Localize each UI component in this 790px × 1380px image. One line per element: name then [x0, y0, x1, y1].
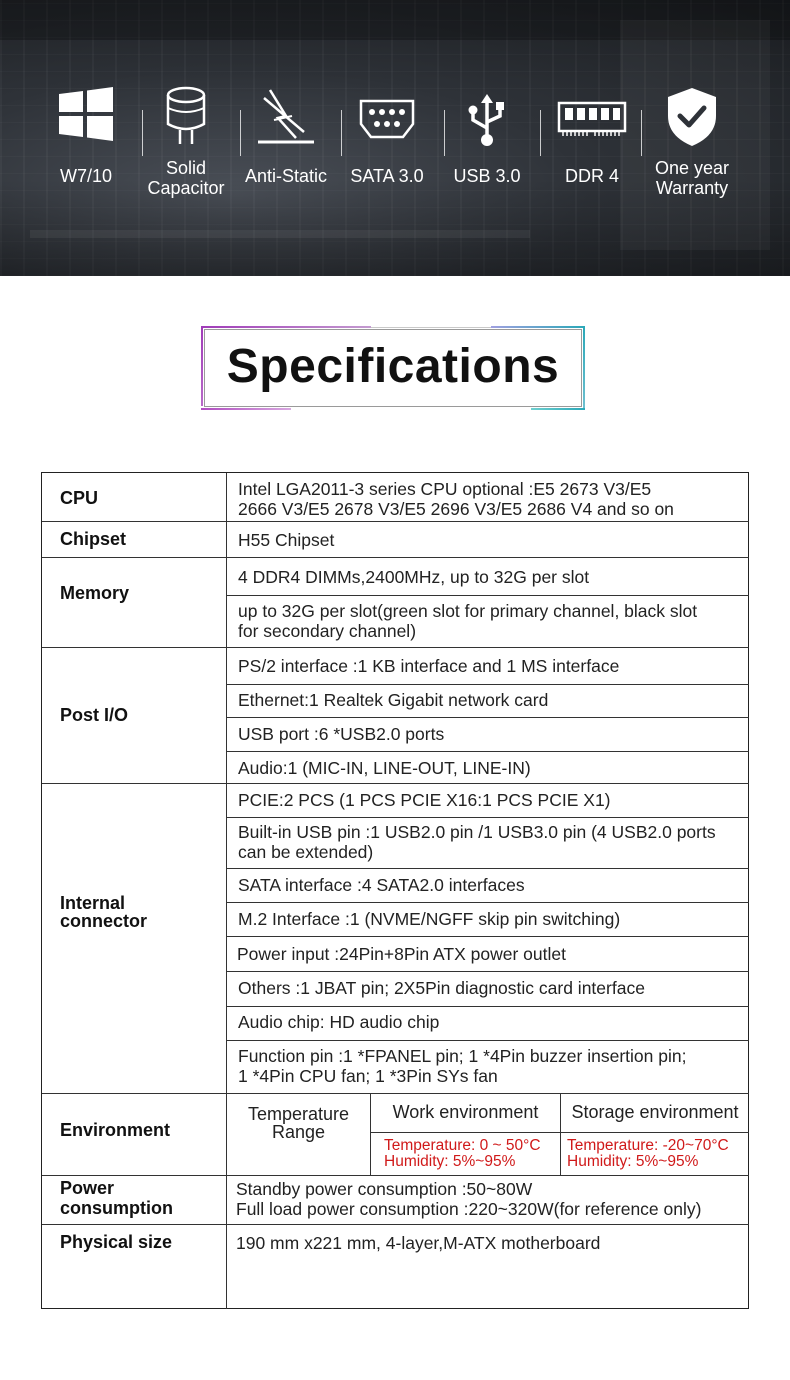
subrow-divider [226, 751, 749, 752]
windows-icon [58, 86, 114, 142]
feature-warranty [642, 86, 742, 206]
work-environment-header: Work environment [392, 1102, 539, 1122]
subrow-divider [226, 817, 749, 818]
post-io-audio: Audio:1 (MIC-IN, LINE-OUT, LINE-IN) [238, 758, 531, 778]
power-full-load: Full load power consumption :220~320W(for reference only) [236, 1199, 702, 1219]
row-divider [42, 521, 749, 522]
physical-size-value: 190 mm x221 mm, 4-layer,M-ATX motherboard [236, 1233, 601, 1253]
environment-label: Environment [60, 1120, 171, 1140]
feature-label: Anti-Static [244, 166, 328, 186]
power-label-line2: consumption [60, 1198, 173, 1218]
feature-sata [337, 86, 437, 206]
ddr4-ram-icon [557, 100, 627, 138]
feature-solid-capacitor [136, 86, 236, 206]
row-divider [42, 557, 749, 558]
work-temperature: Temperature: 0 ~ 50°C [384, 1137, 541, 1154]
row-divider [42, 1175, 749, 1176]
memory-value-row2-line2: for secondary channel) [238, 621, 417, 641]
feature-ddr4 [542, 86, 642, 206]
solid-capacitor-icon [164, 86, 208, 146]
feature-label: SATA 3.0 [350, 166, 424, 186]
subrow-divider [226, 868, 749, 869]
feature-usb [437, 86, 537, 206]
feature-label: W7/10 [59, 166, 113, 186]
memory-value-row2-line1: up to 32G per slot(green slot for primary channel, black slot [238, 601, 698, 621]
feature-label: DDR 4 [564, 166, 619, 186]
cpu-value-line2: 2666 V3/E5 2678 V3/E5 2696 V3/E5 2686 V4 and so on [238, 499, 674, 519]
internal-m2: M.2 Interface :1 (NVME/NGFF skip pin switching) [238, 909, 621, 929]
internal-power-input: Power input :24Pin+8Pin ATX power outlet [237, 944, 566, 964]
internal-connector-label-line2: connector [60, 911, 148, 931]
usb-icon [467, 92, 507, 148]
feature-label: One year Warranty [654, 158, 730, 198]
internal-function-line1: Function pin :1 *FPANEL pin; 1 *4Pin buzzer insertion pin; [238, 1046, 687, 1066]
internal-usb-line2: can be extended) [238, 842, 374, 862]
feature-banner [0, 0, 790, 276]
work-humidity: Humidity: 5%~95% [384, 1153, 516, 1170]
warranty-shield-icon [666, 86, 718, 148]
cpu-label: CPU [60, 488, 99, 508]
temperature-range-line2: Range [271, 1122, 326, 1142]
storage-humidity: Humidity: 5%~95% [567, 1153, 699, 1170]
feature-label: USB 3.0 [453, 166, 521, 186]
subrow-divider [370, 1132, 749, 1133]
row-divider [42, 1224, 749, 1225]
anti-static-icon [256, 86, 316, 144]
row-divider [42, 1093, 749, 1094]
spec-table [41, 472, 749, 1309]
feature-separator [540, 110, 541, 156]
storage-environment-header: Storage environment [571, 1102, 739, 1122]
chipset-label: Chipset [60, 529, 127, 549]
subrow-divider [226, 902, 749, 903]
memory-value-row1: 4 DDR4 DIMMs,2400MHz, up to 32G per slot [238, 567, 590, 587]
feature-windows [36, 86, 136, 206]
subrow-divider [226, 684, 749, 685]
internal-connector-label-line1: Internal [60, 893, 126, 913]
subrow-divider [226, 1006, 749, 1007]
row-divider [42, 783, 749, 784]
subrow-divider [226, 971, 749, 972]
post-io-ethernet: Ethernet:1 Realtek Gigabit network card [238, 690, 549, 710]
page-title: Specifications [226, 340, 560, 393]
post-io-usb: USB port :6 *USB2.0 ports [238, 724, 445, 744]
post-io-ps2: PS/2 interface :1 KB interface and 1 MS interface [238, 656, 620, 676]
temperature-range-line1: Temperature [247, 1104, 350, 1124]
internal-usb-line1: Built-in USB pin :1 USB2.0 pin /1 USB3.0 pin (4 USB2.0 ports [238, 822, 716, 842]
feature-label: Solid Capacitor [147, 158, 225, 198]
storage-temperature: Temperature: -20~70°C [567, 1137, 729, 1154]
subrow-divider [226, 1040, 749, 1041]
row-divider [42, 647, 749, 648]
post-io-label: Post I/O [60, 705, 129, 725]
internal-pcie: PCIE:2 PCS (1 PCS PCIE X16:1 PCS PCIE X1) [238, 790, 611, 810]
power-label-line1: Power [60, 1178, 115, 1198]
internal-function-line2: 1 *4Pin CPU fan; 1 *3Pin SYs fan [238, 1066, 498, 1086]
specifications-heading [201, 326, 585, 410]
cpu-value-line1: Intel LGA2011-3 series CPU optional :E5 2673 V3/E5 [238, 479, 652, 499]
feature-anti-static [236, 86, 336, 206]
subrow-divider [226, 717, 749, 718]
internal-sata: SATA interface :4 SATA2.0 interfaces [238, 875, 525, 895]
physical-size-label: Physical size [60, 1232, 173, 1252]
internal-others: Others :1 JBAT pin; 2X5Pin diagnostic card interface [238, 978, 645, 998]
memory-label: Memory [60, 583, 130, 603]
power-standby: Standby power consumption :50~80W [236, 1179, 533, 1199]
internal-audio-chip: Audio chip: HD audio chip [238, 1012, 440, 1032]
banner-backdrop-strip [30, 230, 530, 238]
subrow-divider [226, 936, 749, 937]
chipset-value: H55 Chipset [238, 530, 335, 550]
subrow-divider [226, 595, 749, 596]
column-divider [226, 473, 227, 1309]
sata-icon [357, 98, 417, 140]
